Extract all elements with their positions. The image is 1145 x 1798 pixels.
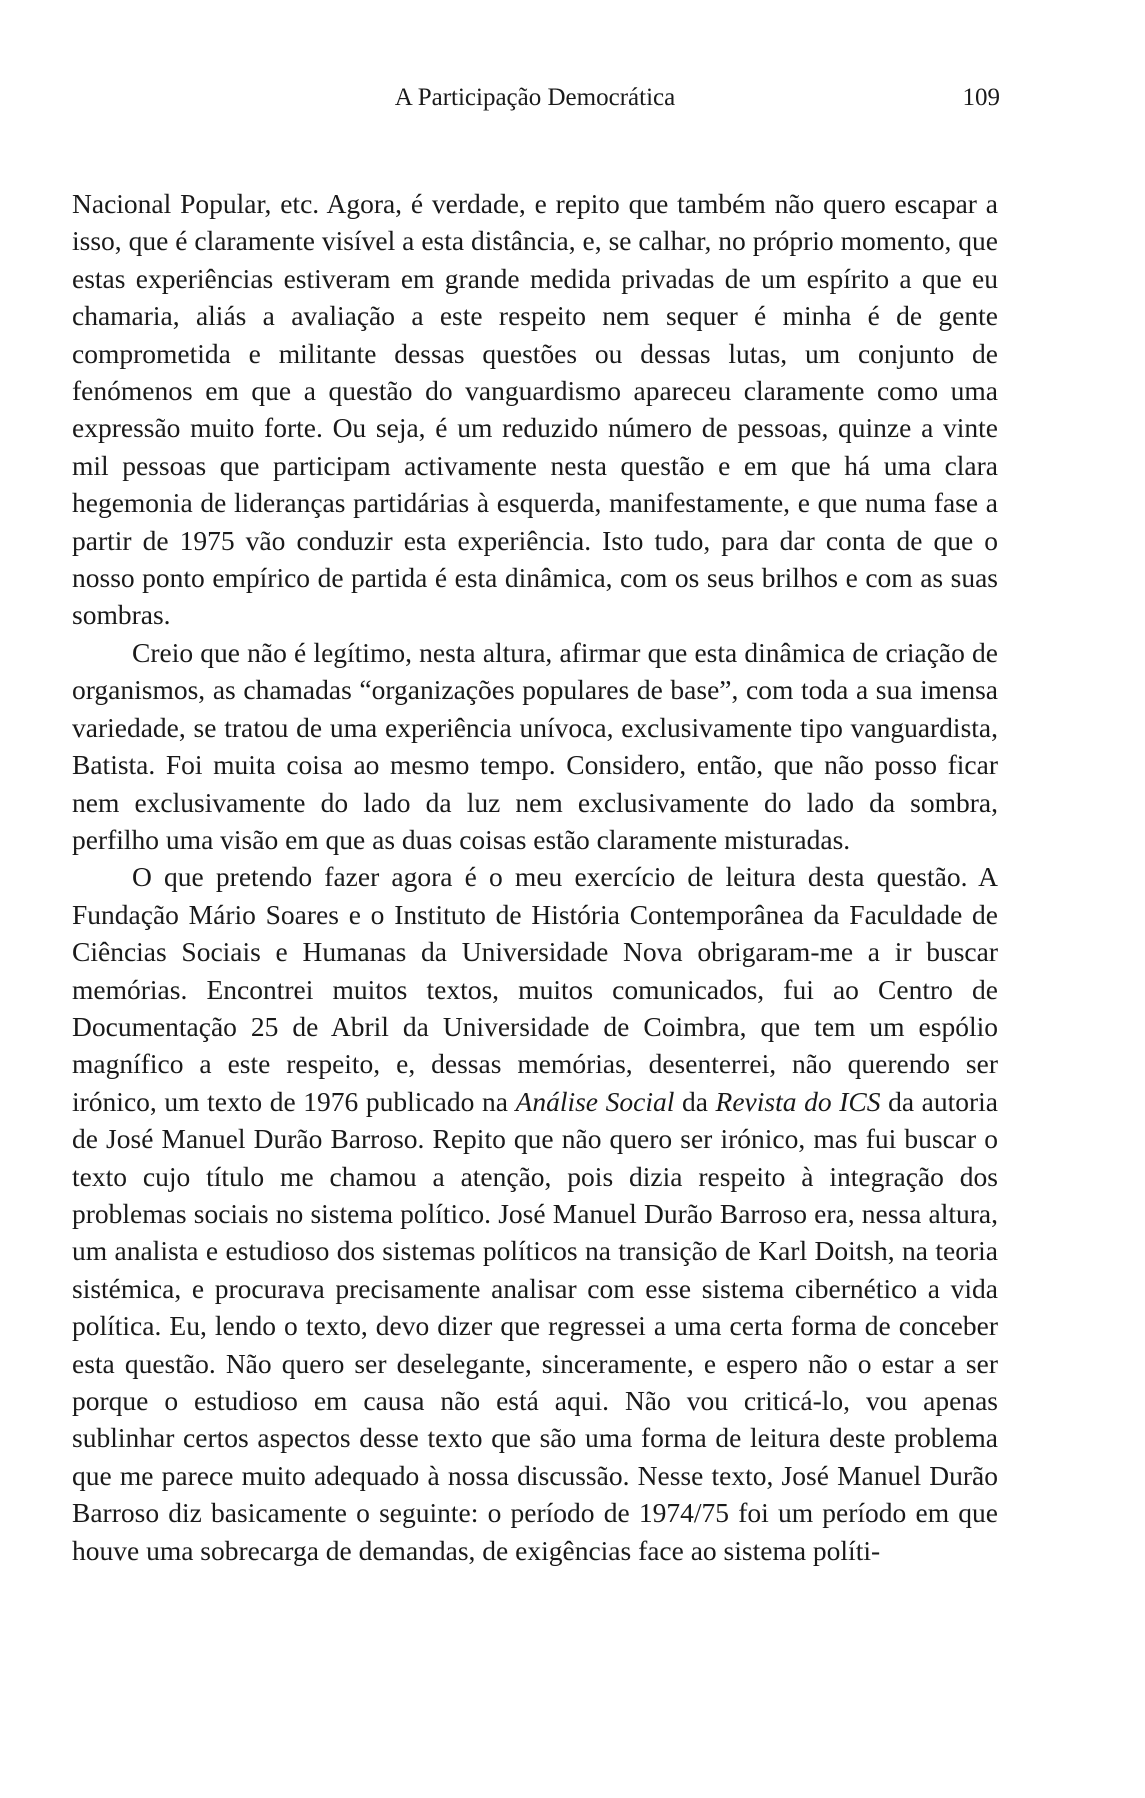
paragraph-3-text-end: da autoria de José Manuel Durão Barroso. Repito que não quero ser irónico, mas fui buscar o texto cujo título me chamou a atenção, pois dizia respeito à integração dos problemas sociais no sistema político. José Manuel Durão Barroso era, nessa altura, um analista e estudioso dos sistemas políticos na transição de Karl Doitsh, na teoria sistémica, e procurava precisamente analisar com esse sistema cibernético a vida política. Eu, lendo o texto, devo dizer que regressei a uma certa forma de conceber esta questão. Não quero ser deselegante, sinceramente, e espero não o estar a ser porque o estudioso em causa não está aqui. Não vou criticá-lo, vou apenas sublinhar certos aspectos desse texto que são uma forma de leitura deste problema que me parece muito adequado à nossa discussão. Nesse texto, José Manuel Durão Barroso diz basicamente o seguinte: o período de 1974/75 foi um período em que houve uma sobrecarga de demandas, de exigências face ao sistema políti- [72,1085,998,1566]
paragraph-1: Nacional Popular, etc. Agora, é verdade, e repito que também não quero escapar a isso, que é claramente visível a esta distância, e, se calhar, no próprio momento, que estas experiências estiveram em grande medida privadas de um espírito a que eu chamaria, aliás a avaliação a este respeito nem sequer é minha é de gente comprometida e militante dessas questões ou dessas lutas, um conjunto de fenómenos em que a questão do vanguardismo apareceu claramente como uma expressão muito forte. Ou seja, é um reduzido número de pessoas, quinze a vinte mil pessoas que participam activamente nesta questão e em que há uma clara hegemonia de lideranças partidárias à esquerda, manifestamente, e que numa fase a partir de 1975 vão conduzir esta experiência. Isto tudo, para dar conta de que o nosso ponto empírico de partida é esta dinâmica, com os seus brilhos e com as suas sombras. [72,188,998,631]
journal-title-revista-ics: Revista do ICS [715,1085,881,1117]
page-number: 109 [962,84,1000,111]
running-header [70,84,1000,120]
journal-title-analise-social: Análise Social [515,1085,675,1117]
paragraph-2: Creio que não é legítimo, nesta altura, afirmar que esta dinâmica de criação de organismos, as chamadas “organizações populares de base”, com toda a sua imensa variedade, se tratou de uma experiência unívoca, exclusivamente tipo vanguardista, Batista. Foi muita coisa ao mesmo tempo. Considero, então, que não posso ficar nem exclusivamente do lado da luz nem exclusivamente do lado da sombra, perfilho uma visão em que as duas coisas estão claramente misturadas. [72,636,998,855]
body-text [72,185,998,1569]
paragraph-3 [72,858,998,1569]
paragraph-3-text-start: O que pretendo fazer agora é o meu exercício de leitura desta questão. A Fundação Mário Soares e o Instituto de História Contemporânea da Faculdade de Ciências Sociais e Humanas da Universidade Nova obrigaram-me a ir buscar memórias. Encontrei muitos textos, muitos comunicados, fui ao Centro de Documentação 25 de Abril da Universidade de Coimbra, que tem um espólio magnífico a este respeito, e, dessas memórias, desenterrei, não querendo ser irónico, um texto de 1976 publicado na [72,861,998,1117]
running-title: A Participação Democrática [394,84,676,111]
paragraph-3-connector: da [674,1085,716,1117]
